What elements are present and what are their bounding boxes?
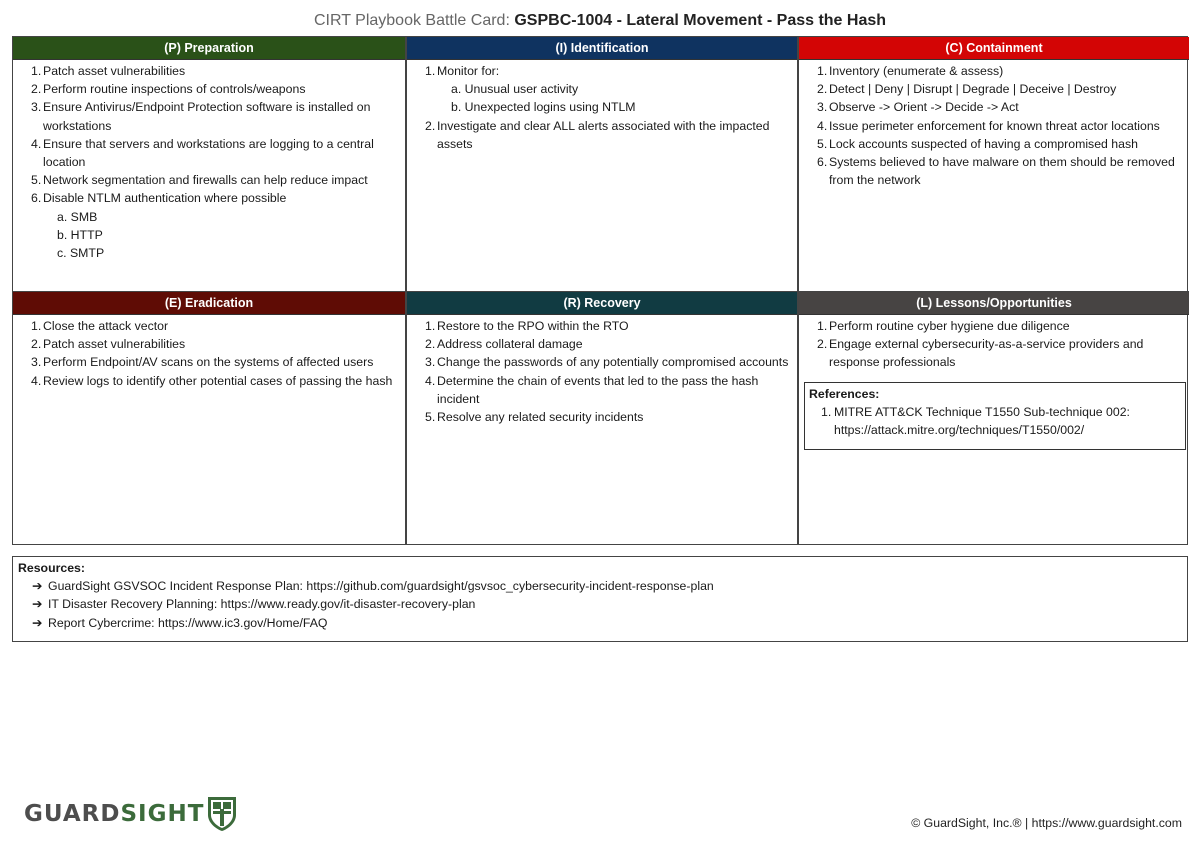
containment-section xyxy=(797,37,1189,291)
resource-text: IT Disaster Recovery Planning: https://www.ready.gov/it-disaster-recovery-plan xyxy=(48,597,476,612)
item-text: Detect | Deny | Disrupt | Degrade | Deceive | Destroy xyxy=(829,82,1117,97)
footer-copyright: © GuardSight, Inc.® | https://www.guardsight.com xyxy=(911,816,1182,830)
lessons-list xyxy=(799,315,1189,372)
item-text: Investigate and clear ALL alerts associated with the impacted assets xyxy=(437,118,770,151)
list-item xyxy=(425,372,791,408)
item-number: 1. xyxy=(817,319,828,333)
arrow-icon: ➔ xyxy=(32,615,43,630)
item-number: 4. xyxy=(31,373,42,388)
identification-header: (I) Identification xyxy=(407,37,797,60)
item-text: Systems believed to have malware on them should be removed from the network xyxy=(829,155,1175,188)
list-item xyxy=(31,189,399,262)
sub-item: b. Unexpected logins using NTLM xyxy=(451,100,636,115)
resources-list xyxy=(18,577,1182,632)
eradication-list xyxy=(13,315,405,390)
list-item xyxy=(817,117,1183,135)
list-item xyxy=(817,98,1183,116)
list-item xyxy=(817,335,1183,371)
item-text: Perform Endpoint/AV scans on the systems of affected users xyxy=(43,355,374,370)
resource-item xyxy=(32,577,1182,595)
resource-item xyxy=(32,595,1182,613)
list-item xyxy=(425,408,791,426)
item-text: Ensure that servers and workstations are logging to a central location xyxy=(43,136,374,170)
list-item xyxy=(31,317,399,335)
list-item xyxy=(425,317,791,335)
item-text: Observe -> Orient -> Decide -> Act xyxy=(829,100,1019,115)
reference-item xyxy=(821,403,1181,439)
list-item xyxy=(425,62,791,117)
item-number: 1. xyxy=(425,64,436,78)
resources-title: Resources: xyxy=(18,561,85,575)
list-item xyxy=(31,80,399,98)
recovery-section xyxy=(405,291,797,545)
resource-text: GuardSight GSVSOC Incident Response Plan: https://github.com/guardsight/gsvsoc_cybersecurity-incident-response-plan xyxy=(48,579,714,594)
item-number: 6. xyxy=(817,155,828,170)
item-number: 4. xyxy=(31,136,42,151)
references-title: References: xyxy=(809,387,880,401)
item-number: 2. xyxy=(817,337,828,352)
resource-text: Report Cybercrime: https://www.ic3.gov/Home/FAQ xyxy=(48,615,328,630)
lessons-header: (L) Lessons/Opportunities xyxy=(799,292,1189,315)
item-number: 5. xyxy=(817,136,828,151)
recovery-header: (R) Recovery xyxy=(407,292,797,315)
resources-box xyxy=(12,556,1188,642)
battle-card-grid xyxy=(12,36,1188,545)
eradication-header: (E) Eradication xyxy=(13,292,405,315)
lessons-section xyxy=(797,291,1189,545)
item-number: 4. xyxy=(817,118,828,133)
item-number: 6. xyxy=(31,191,42,206)
list-item xyxy=(31,335,399,353)
resource-item xyxy=(32,614,1182,632)
identification-list xyxy=(407,60,797,153)
item-number: 3. xyxy=(31,355,42,370)
item-text: Patch asset vulnerabilities xyxy=(43,337,186,352)
list-item xyxy=(31,135,399,171)
list-item xyxy=(817,62,1183,80)
list-item xyxy=(425,353,791,371)
arrow-icon: ➔ xyxy=(32,579,43,594)
identification-sublist xyxy=(437,80,791,116)
item-text: Ensure Antivirus/Endpoint Protection software is installed on workstations xyxy=(43,100,371,133)
item-text: Address collateral damage xyxy=(437,337,583,352)
item-number: 5. xyxy=(425,410,436,425)
arrow-icon: ➔ xyxy=(32,597,43,612)
item-text: Issue perimeter enforcement for known threat actor locations xyxy=(829,118,1160,133)
list-item xyxy=(817,80,1183,98)
title-prefix: CIRT Playbook Battle Card: xyxy=(313,12,515,29)
logo-text-sight: SIGHT xyxy=(120,801,205,827)
item-text: Close the attack vector xyxy=(43,319,169,333)
eradication-section xyxy=(13,291,405,545)
reference-text: MITRE ATT&CK Technique T1550 Sub-technique 002: https://attack.mitre.org/techniques/T1550/002/ xyxy=(834,405,1130,438)
item-number: 1. xyxy=(31,319,42,333)
item-number: 1. xyxy=(821,405,832,420)
list-item xyxy=(817,135,1183,153)
item-number: 1. xyxy=(31,64,42,78)
list-item xyxy=(31,62,399,80)
list-item xyxy=(31,372,399,390)
sub-item: b. HTTP xyxy=(57,227,103,242)
title-main: GSPBC-1004 - Lateral Movement - Pass the Hash xyxy=(514,12,887,29)
item-number: 2. xyxy=(31,337,42,352)
list-item xyxy=(425,117,791,153)
containment-header: (C) Containment xyxy=(799,37,1189,60)
shield-icon xyxy=(206,795,238,833)
item-text: Monitor for: xyxy=(437,64,500,78)
item-text: Change the passwords of any potentially compromised accounts xyxy=(437,355,789,370)
item-number: 1. xyxy=(425,319,436,333)
recovery-list xyxy=(407,315,797,426)
preparation-header: (P) Preparation xyxy=(13,37,405,60)
guardsight-logo xyxy=(24,794,238,834)
item-number: 2. xyxy=(817,82,828,97)
list-item xyxy=(31,171,399,189)
item-text: Determine the chain of events that led to the pass the hash incident xyxy=(437,373,759,406)
logo-text-guard: GUARD xyxy=(24,801,121,827)
sub-item: a. Unusual user activity xyxy=(451,82,579,97)
item-number: 3. xyxy=(817,100,828,115)
item-number: 3. xyxy=(31,100,42,115)
list-item xyxy=(817,153,1183,189)
item-text: Review logs to identify other potential cases of passing the hash xyxy=(43,373,393,388)
item-text: Restore to the RPO within the RTO xyxy=(437,319,629,333)
list-item xyxy=(31,98,399,134)
item-text: Resolve any related security incidents xyxy=(437,410,644,425)
sub-item: c. SMTP xyxy=(57,246,105,261)
identification-section xyxy=(405,37,797,291)
item-number: 1. xyxy=(817,64,828,78)
containment-list xyxy=(799,60,1189,189)
item-text: Perform routine inspections of controls/weapons xyxy=(43,82,306,97)
preparation-section xyxy=(13,37,405,291)
item-number: 3. xyxy=(425,355,436,370)
references-list xyxy=(809,403,1181,439)
item-text: Engage external cybersecurity-as-a-service providers and response professionals xyxy=(829,337,1144,370)
page-title xyxy=(0,12,1200,30)
item-text: Lock accounts suspected of having a compromised hash xyxy=(829,136,1138,151)
item-number: 2. xyxy=(425,337,436,352)
item-number: 2. xyxy=(425,118,436,133)
preparation-list xyxy=(13,60,405,262)
item-text: Disable NTLM authentication where possible xyxy=(43,191,287,206)
item-text: Patch asset vulnerabilities xyxy=(43,64,186,78)
item-text: Perform routine cyber hygiene due diligence xyxy=(829,319,1070,333)
item-number: 4. xyxy=(425,373,436,388)
item-text: Inventory (enumerate & assess) xyxy=(829,64,1004,78)
sub-item: a. SMB xyxy=(57,209,98,224)
item-text: Network segmentation and firewalls can help reduce impact xyxy=(43,173,368,188)
references-box xyxy=(804,382,1186,450)
item-number: 5. xyxy=(31,173,42,188)
list-item xyxy=(817,317,1183,335)
list-item xyxy=(425,335,791,353)
preparation-sublist xyxy=(43,208,399,263)
item-number: 2. xyxy=(31,82,42,97)
list-item xyxy=(31,353,399,371)
